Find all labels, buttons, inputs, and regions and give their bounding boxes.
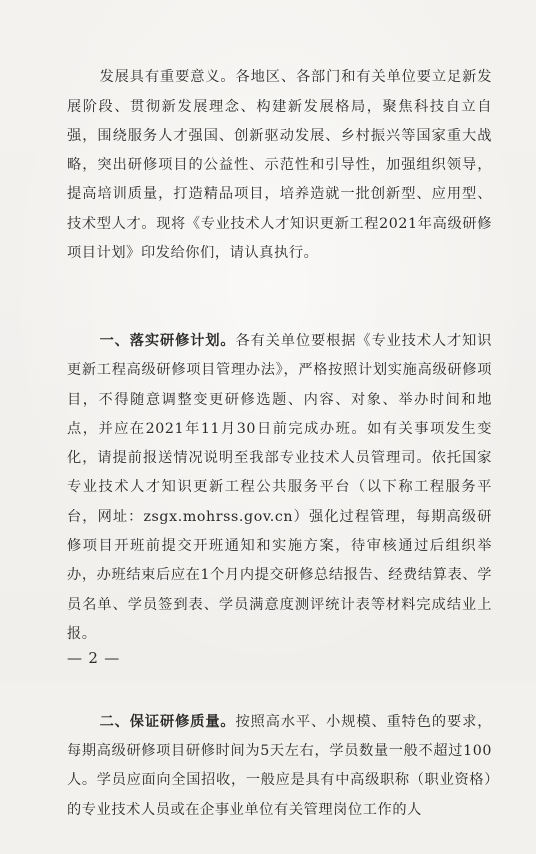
paragraph-1-text: 发展具有重要意义。各地区、各部门和有关单位要立足新发展阶段、贯彻新发展理念、构建新发展格局，聚焦科技自立自强，围绕服务人才强国、创新驱动发展、乡村振兴等国家重大战略，突出研修项目的公益性、示范性和引导性，加强组织领导，提高培训质量，打造精品项目，培养造就一批创新型、应用型、技术型人才。现将《专业技术人才知识更新工程2021年高级研修项目计划》印发给你们，请认真执行。 — [67, 69, 492, 262]
section-heading-2: 二、保证研修质量。 — [99, 713, 236, 730]
paragraph-2 — [67, 298, 492, 679]
page-number: — 2 — — [67, 649, 121, 667]
paragraph-2-text: 各有关单位要根据《专业技术人才知识更新工程高级研修项目管理办法》，严格按照计划实施高级研修项目，不得随意调整变更研修选题、内容、对象、举办时间和地点，并应在2021年11月30日前完成办班。如有关事项发生变化，请提前报送情况说明至我部专业技术人员管理司。依托国家专业技术人才知识更新工程公共服务平台（以下称工程服务平台，网址：zsgx.mohrss.gov.cn）强化过程管理，每期高级研修项目开班前提交开班通知和实施方案，待审核通过后组织举办，办班结束后应在1个月内提交研修总结报告、经费结算表、学员名单、学员签到表、学员满意度测评统计表等材料完成结业上报。 — [67, 332, 493, 642]
paragraph-3-text: 按照高水平、小规模、重特色的要求，每期高级研修项目研修时间为5天左右，学员数量一般不超过100人。学员应面向全国招收，一般应是具有中高级职称（职业资格）的专业技术人员或在企事业单位有关管理岗位工作的人 — [67, 713, 493, 818]
paragraph-1 — [67, 34, 492, 298]
section-heading-1: 一、落实研修计划。 — [99, 332, 236, 349]
body-text — [67, 34, 492, 854]
paragraph-3 — [67, 679, 492, 854]
